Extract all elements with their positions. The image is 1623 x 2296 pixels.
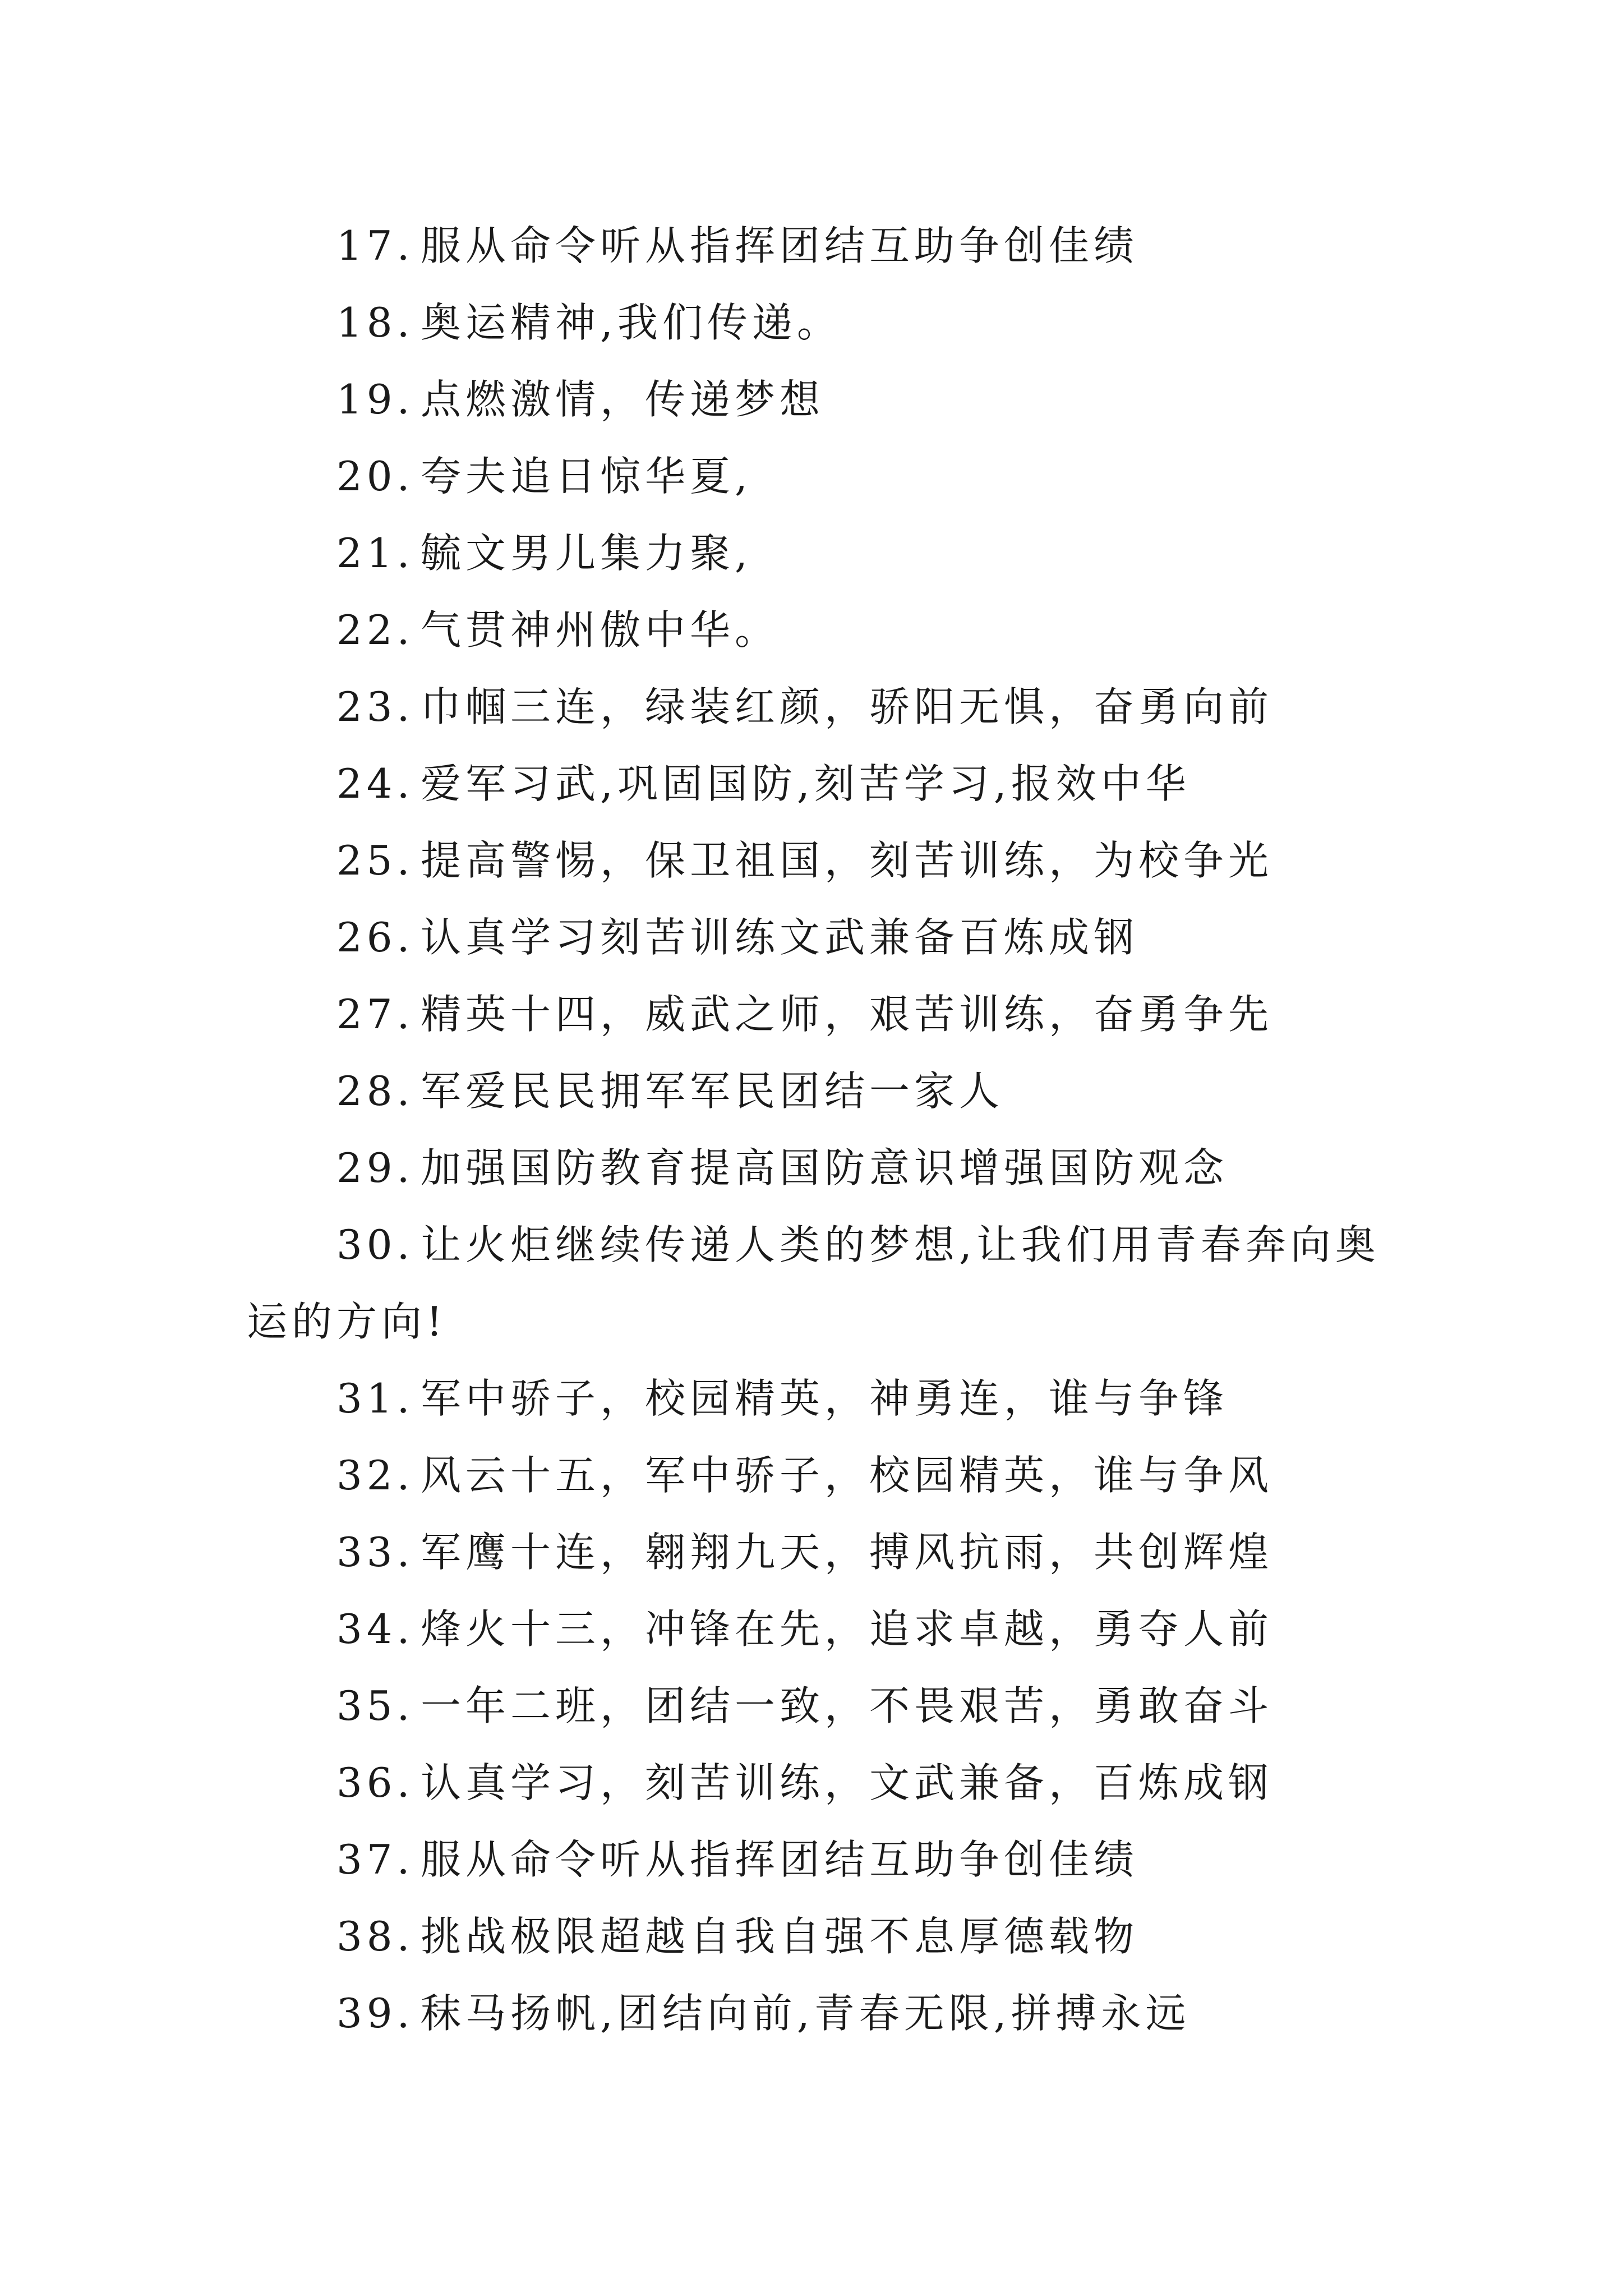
list-item — [247, 1053, 1391, 1130]
item-number: 32. — [336, 1452, 414, 1499]
item-number: 25. — [336, 837, 414, 884]
item-text: 气贯神州傲中华。 — [421, 606, 780, 654]
item-text: 烽火十三，冲锋在先，追求卓越，勇夺人前 — [421, 1605, 1274, 1653]
item-text: 爱军习武,巩固国防,刻苦学习,报效中华 — [421, 760, 1191, 807]
item-text: 加强国防教育提高国防意识增强国防观念 — [421, 1144, 1229, 1191]
item-text: 提高警惕，保卫祖国，刻苦训练，为校争光 — [421, 837, 1274, 884]
item-text: 秣马扬帆,团结向前,青春无限,拼搏永远 — [421, 1990, 1191, 2037]
item-text: 军中骄子，校园精英，神勇连，谁与争锋 — [421, 1375, 1229, 1422]
item-number: 33. — [336, 1529, 414, 1576]
item-text: 风云十五，军中骄子，校园精英，谁与争风 — [421, 1452, 1274, 1499]
item-number: 24. — [336, 760, 414, 807]
item-text: 军爱民民拥军军民团结一家人 — [421, 1068, 1004, 1115]
list-item — [247, 438, 1391, 515]
list-item — [247, 899, 1391, 976]
item-number: 27. — [336, 991, 414, 1038]
item-number: 20. — [336, 453, 414, 500]
item-number: 19. — [336, 376, 414, 423]
item-text: 认真学习，刻苦训练，文武兼备，百炼成钢 — [421, 1759, 1274, 1806]
item-number: 17. — [336, 222, 414, 269]
list-item — [247, 1514, 1391, 1591]
slogan-list — [247, 208, 1391, 2052]
item-number: 30. — [336, 1221, 414, 1268]
list-item — [247, 1898, 1391, 1975]
item-text: 让火炬继续传递人类的梦想,让我们用青春奔向奥运的方向! — [247, 1221, 1380, 1345]
item-text: 夸夫追日惊华夏, — [421, 453, 752, 500]
item-text: 毓文男儿集力聚, — [421, 530, 752, 577]
list-item — [247, 822, 1391, 899]
item-number: 26. — [336, 914, 414, 961]
list-item — [247, 1207, 1391, 1360]
item-number: 37. — [336, 1836, 414, 1883]
item-number: 21. — [336, 530, 414, 577]
list-item — [247, 669, 1391, 746]
list-item — [247, 1975, 1391, 2052]
list-item — [247, 1437, 1391, 1514]
list-item — [247, 1360, 1391, 1437]
list-item — [247, 976, 1391, 1053]
item-text: 奥运精神,我们传递。 — [421, 299, 842, 346]
item-number: 29. — [336, 1144, 414, 1191]
list-item — [247, 1668, 1391, 1745]
item-text: 认真学习刻苦训练文武兼备百炼成钢 — [421, 914, 1139, 961]
item-text: 点燃激情，传递梦想 — [421, 376, 825, 423]
item-number: 22. — [336, 606, 414, 654]
item-number: 34. — [336, 1605, 414, 1653]
list-item — [247, 208, 1391, 284]
item-text: 精英十四，威武之师，艰苦训练，奋勇争先 — [421, 991, 1274, 1038]
item-number: 18. — [336, 299, 414, 346]
list-item — [247, 284, 1391, 361]
item-text: 一年二班，团结一致，不畏艰苦，勇敢奋斗 — [421, 1682, 1274, 1729]
item-number: 38. — [336, 1913, 414, 1960]
list-item — [247, 1130, 1391, 1207]
item-number: 23. — [336, 683, 414, 730]
item-number: 36. — [336, 1759, 414, 1806]
list-item — [247, 1821, 1391, 1898]
list-item — [247, 1745, 1391, 1821]
list-item — [247, 1591, 1391, 1668]
item-number: 31. — [336, 1375, 414, 1422]
item-number: 28. — [336, 1068, 414, 1115]
item-text: 巾帼三连，绿装红颜，骄阳无惧，奋勇向前 — [421, 683, 1274, 730]
list-item — [247, 515, 1391, 592]
item-text: 军鹰十连，翱翔九天，搏风抗雨，共创辉煌 — [421, 1529, 1274, 1576]
list-item — [247, 361, 1391, 438]
item-text: 挑战极限超越自我自强不息厚德载物 — [421, 1913, 1139, 1960]
list-item — [247, 592, 1391, 669]
item-number: 39. — [336, 1990, 414, 2037]
item-text: 服从命令听从指挥团结互助争创佳绩 — [421, 1836, 1139, 1883]
item-text: 服从命令听从指挥团结互助争创佳绩 — [421, 222, 1139, 269]
list-item — [247, 746, 1391, 822]
item-number: 35. — [336, 1682, 414, 1729]
